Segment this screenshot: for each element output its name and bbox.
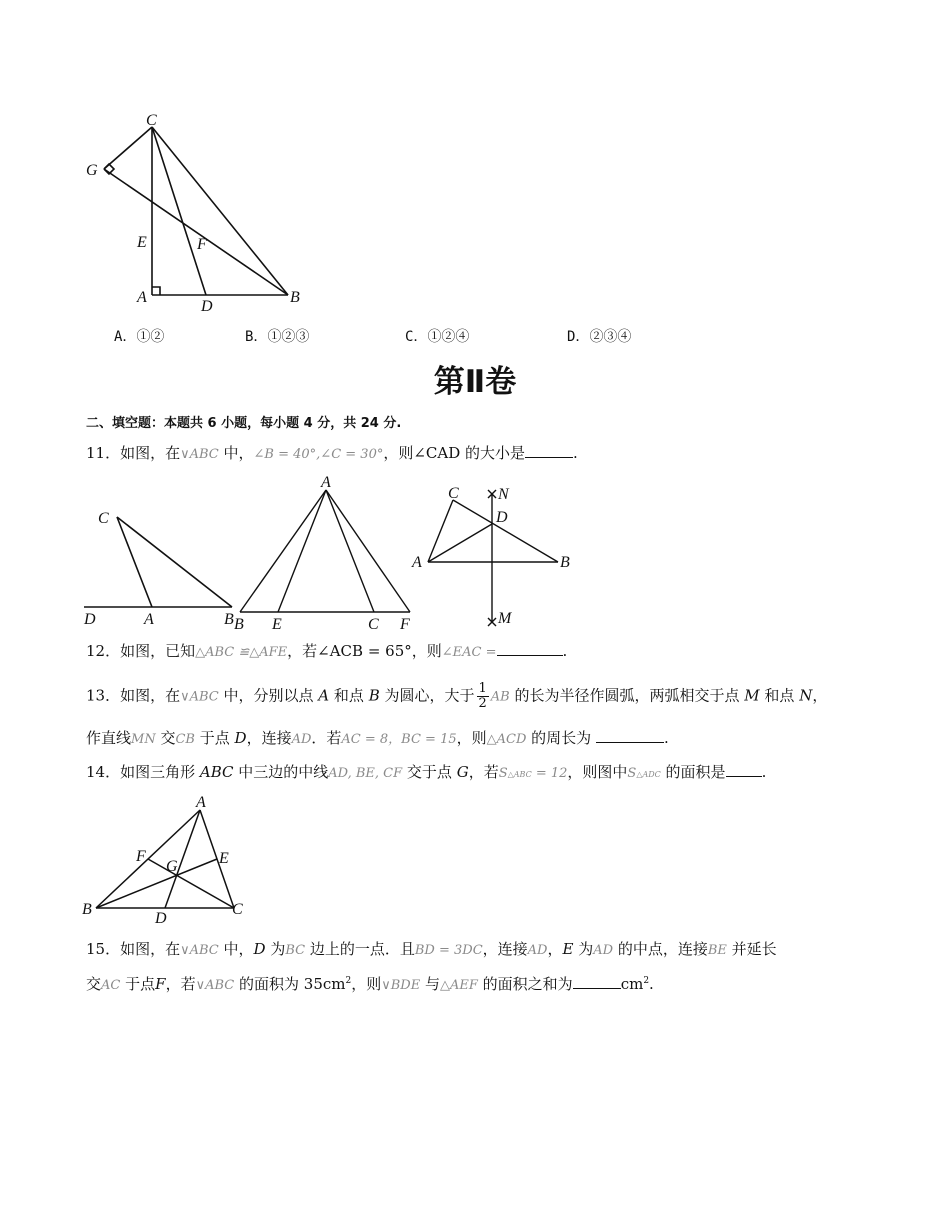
label-n: N <box>498 486 509 503</box>
label-b: B <box>290 289 300 306</box>
answer-blank-12[interactable] <box>497 641 563 656</box>
label-c: C <box>232 901 243 918</box>
fraction-half: $\frac{1}{2}$ <box>478 681 487 711</box>
label-b: B <box>224 611 234 628</box>
label-b: B <box>82 901 92 918</box>
label-f: F <box>400 616 410 632</box>
section-title: 第Ⅱ卷 <box>433 364 517 400</box>
question-12: 12．如图，已知△ABC ≌△AFE，若∠ACB = 65°，则∠EAC = . <box>86 642 568 660</box>
answer-blank-15[interactable] <box>573 974 621 989</box>
segment-cg <box>104 127 152 169</box>
label-e: E <box>219 850 229 867</box>
question-15-line-2: 交AC 于点F，若∨ABC 的面积为 $35cm^2$，则∨BDE 与△AEF 的面积之和为 $cm^2$. <box>86 975 654 993</box>
label-b: B <box>234 616 244 632</box>
label-c: C <box>368 616 379 632</box>
option-c[interactable]: C．①②④ <box>405 329 470 345</box>
label-f: F <box>136 848 146 865</box>
label-c: C <box>98 510 109 527</box>
label-c: C <box>448 485 459 502</box>
question-11: 11．如图，在∨ABC 中，∠B = 40°,∠C = 30°，则∠CAD 的大小是 . <box>86 444 578 462</box>
label-d: D <box>84 611 96 628</box>
segment-cb <box>152 127 288 295</box>
label-g: G <box>166 858 178 875</box>
label-d: D <box>201 298 213 315</box>
option-a[interactable]: A．①② <box>114 329 165 345</box>
option-b[interactable]: B．①②③ <box>245 329 310 345</box>
option-d[interactable]: D．②③④ <box>567 329 632 345</box>
section-heading: 二、填空题：本题共 6 小题，每小题 4 分，共 24 分. <box>86 416 402 431</box>
label-b: B <box>560 554 570 571</box>
question-13-line-1: 13．如图，在∨ABC 中，分别以点 A 和点 B 为圆心，大于 $\frac{1}{2}$ AB 的长为半径作圆弧，两弧相交于点 M 和点 N， <box>86 681 828 711</box>
label-d: D <box>155 910 167 925</box>
label-a: A <box>137 289 147 306</box>
label-e: E <box>137 234 147 251</box>
segment-cd <box>152 127 206 295</box>
right-angle-a <box>152 287 160 295</box>
label-a: A <box>321 474 331 491</box>
question-13-line-2: 作直线MN 交CB 于点 D，连接AD．若AC = 8，BC = 15，则△ACD 的周长为 . <box>86 729 669 747</box>
label-g: G <box>86 162 98 179</box>
segment-gb <box>104 169 288 295</box>
label-a: A <box>412 554 422 571</box>
answer-blank-11[interactable] <box>525 443 573 458</box>
answer-blank-14[interactable] <box>726 762 762 777</box>
label-d: D <box>496 509 508 526</box>
figure-q12 <box>228 472 418 632</box>
figure-q10 <box>80 105 320 320</box>
label-a: A <box>144 611 154 628</box>
figure-q11 <box>80 505 240 630</box>
figure-q14 <box>78 790 258 925</box>
label-c: C <box>146 112 157 129</box>
label-a: A <box>196 794 206 811</box>
question-14: 14．如图三角形 ABC 中三边的中线AD, BE, CF 交于点 G，若S△ABC = 12，则图中S△ADC 的面积是 . <box>86 763 767 781</box>
figure-q13 <box>408 478 583 630</box>
answer-blank-13[interactable] <box>596 728 664 743</box>
label-e: E <box>272 616 282 632</box>
label-f: F <box>197 236 207 253</box>
label-m: M <box>498 610 512 627</box>
question-15-line-1: 15．如图，在∨ABC 中，D 为BC 边上的一点．且BD = 3DC，连接AD，E 为AD 的中点，连接BE 并延长 <box>86 940 777 958</box>
